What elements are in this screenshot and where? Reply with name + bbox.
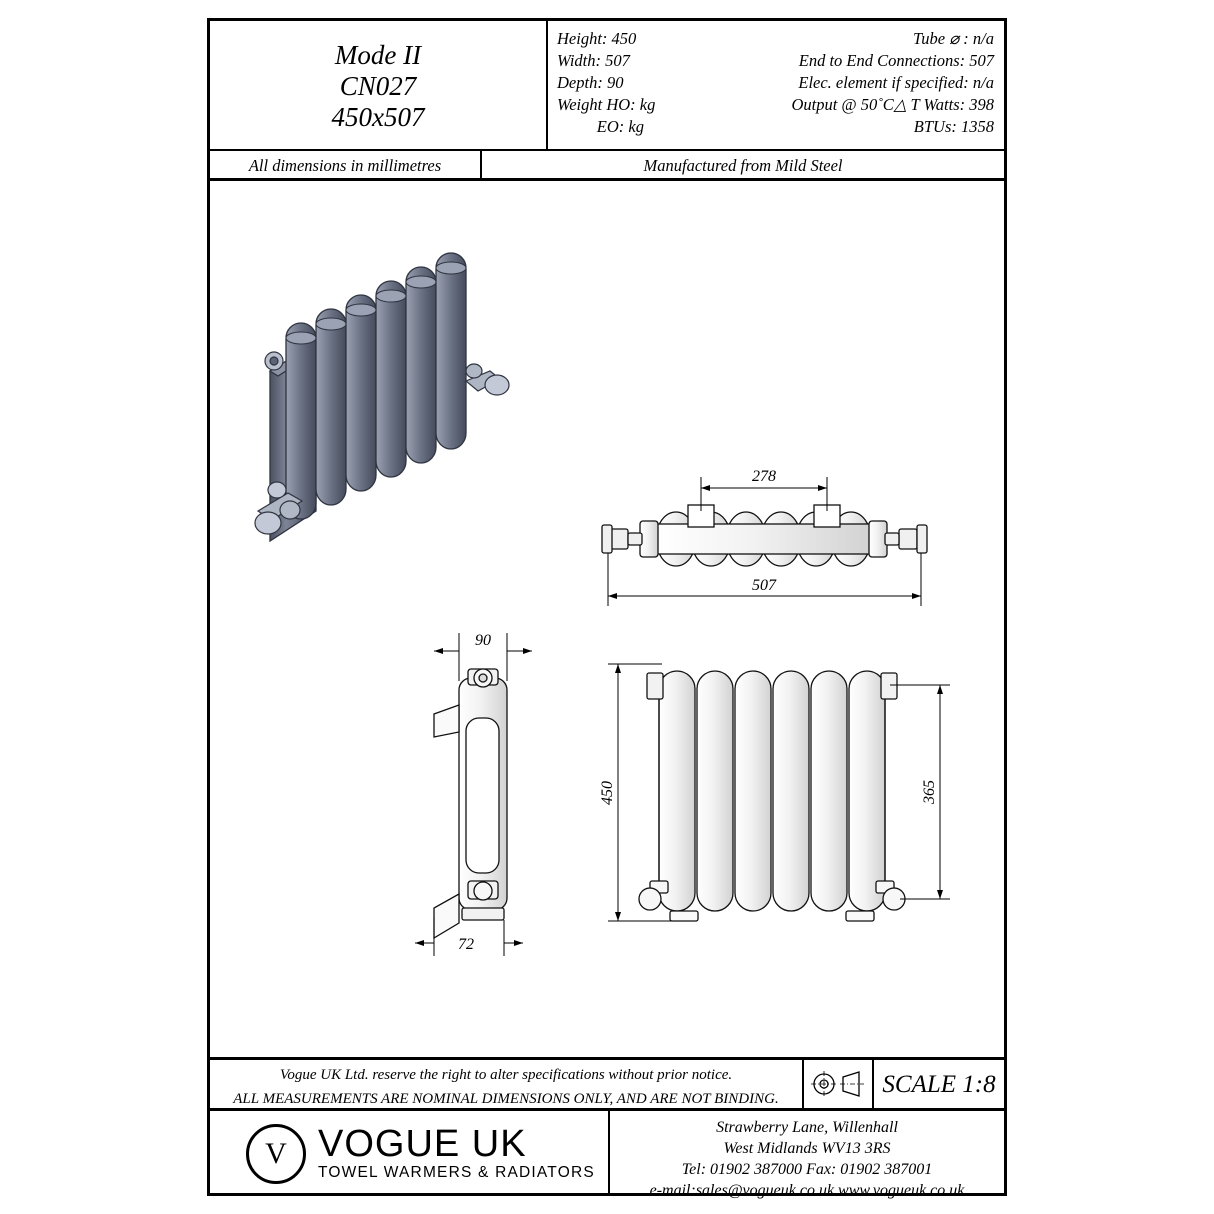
spec-width: Width: 507 [557,51,630,70]
address-line-2: West Midlands WV13 3RS [723,1140,891,1157]
company-logo [210,1111,610,1196]
spec-depth: Depth: 90 [557,73,624,92]
dim-365 [890,685,950,899]
projection-symbol [804,1060,874,1108]
email-web-line[interactable]: e-mail:sales@vogueuk.co.uk www.vogueuk.co.uk [649,1182,965,1199]
spec-end-to-end: End to End Connections: 507 [798,51,994,70]
address-line-1: Strawberry Lane, Willenhall [716,1119,898,1136]
product-code: CN027 [339,70,417,101]
spec-elec-element: Elec. element if specified: n/a [798,73,994,92]
spec-column-right [720,28,1004,149]
phone-line: Tel: 01902 387000 Fax: 01902 387001 [681,1161,933,1178]
spec-weight-eo: EO: kg [596,117,644,136]
drawing-area [210,181,1004,1069]
logo-v-icon: V [246,1124,306,1184]
title-identity [210,21,548,149]
disclaimer-line-1: Vogue UK Ltd. reserve the right to alter specifications without prior notice. [279,1067,733,1083]
spec-tube: Tube ⌀ : n/a [913,29,994,48]
dim-450-label: 450 [599,781,616,805]
side-view [434,669,507,938]
sub-header [210,151,1004,181]
plan-view [602,505,927,566]
dim-365-label: 365 [921,780,938,804]
dim-90-label: 90 [475,632,491,649]
dim-72-label: 72 [458,936,474,953]
front-view [639,671,905,921]
company-contact [610,1111,1004,1199]
spec-weight-ho: Weight HO: kg [557,95,656,114]
isometric-view [255,253,509,541]
brand-tagline: TOWEL WARMERS & RADIATORS [318,1163,595,1181]
product-size: 450x507 [331,101,425,132]
spec-btus: BTUs: 1358 [913,117,994,136]
model-name: Mode II [334,39,422,70]
title-block [210,21,1004,151]
disclaimer [210,1060,804,1108]
logo-wordmark [318,1122,595,1183]
footer [210,1111,1004,1199]
notice-row [210,1057,1004,1111]
material-note: Manufactured from Mild Steel [643,156,843,175]
units-note: All dimensions in millimetres [210,151,482,178]
brand-name: VOGUE UK [318,1122,527,1165]
spec-output-watts: Output @ 50˚C△ T Watts: 398 [791,95,994,114]
spec-column-left [548,28,720,149]
disclaimer-line-2: ALL MEASUREMENTS ARE NOMINAL DIMENSIONS ONLY, AND ARE NOT BINDING. [233,1091,779,1107]
dim-507-label: 507 [752,577,776,594]
drawing-sheet [207,18,1007,1199]
spec-height: Height: 450 [557,29,637,48]
scale-label: SCALE 1:8 [882,1071,996,1098]
dim-278-label: 278 [752,468,776,485]
spec-table [548,21,1004,149]
